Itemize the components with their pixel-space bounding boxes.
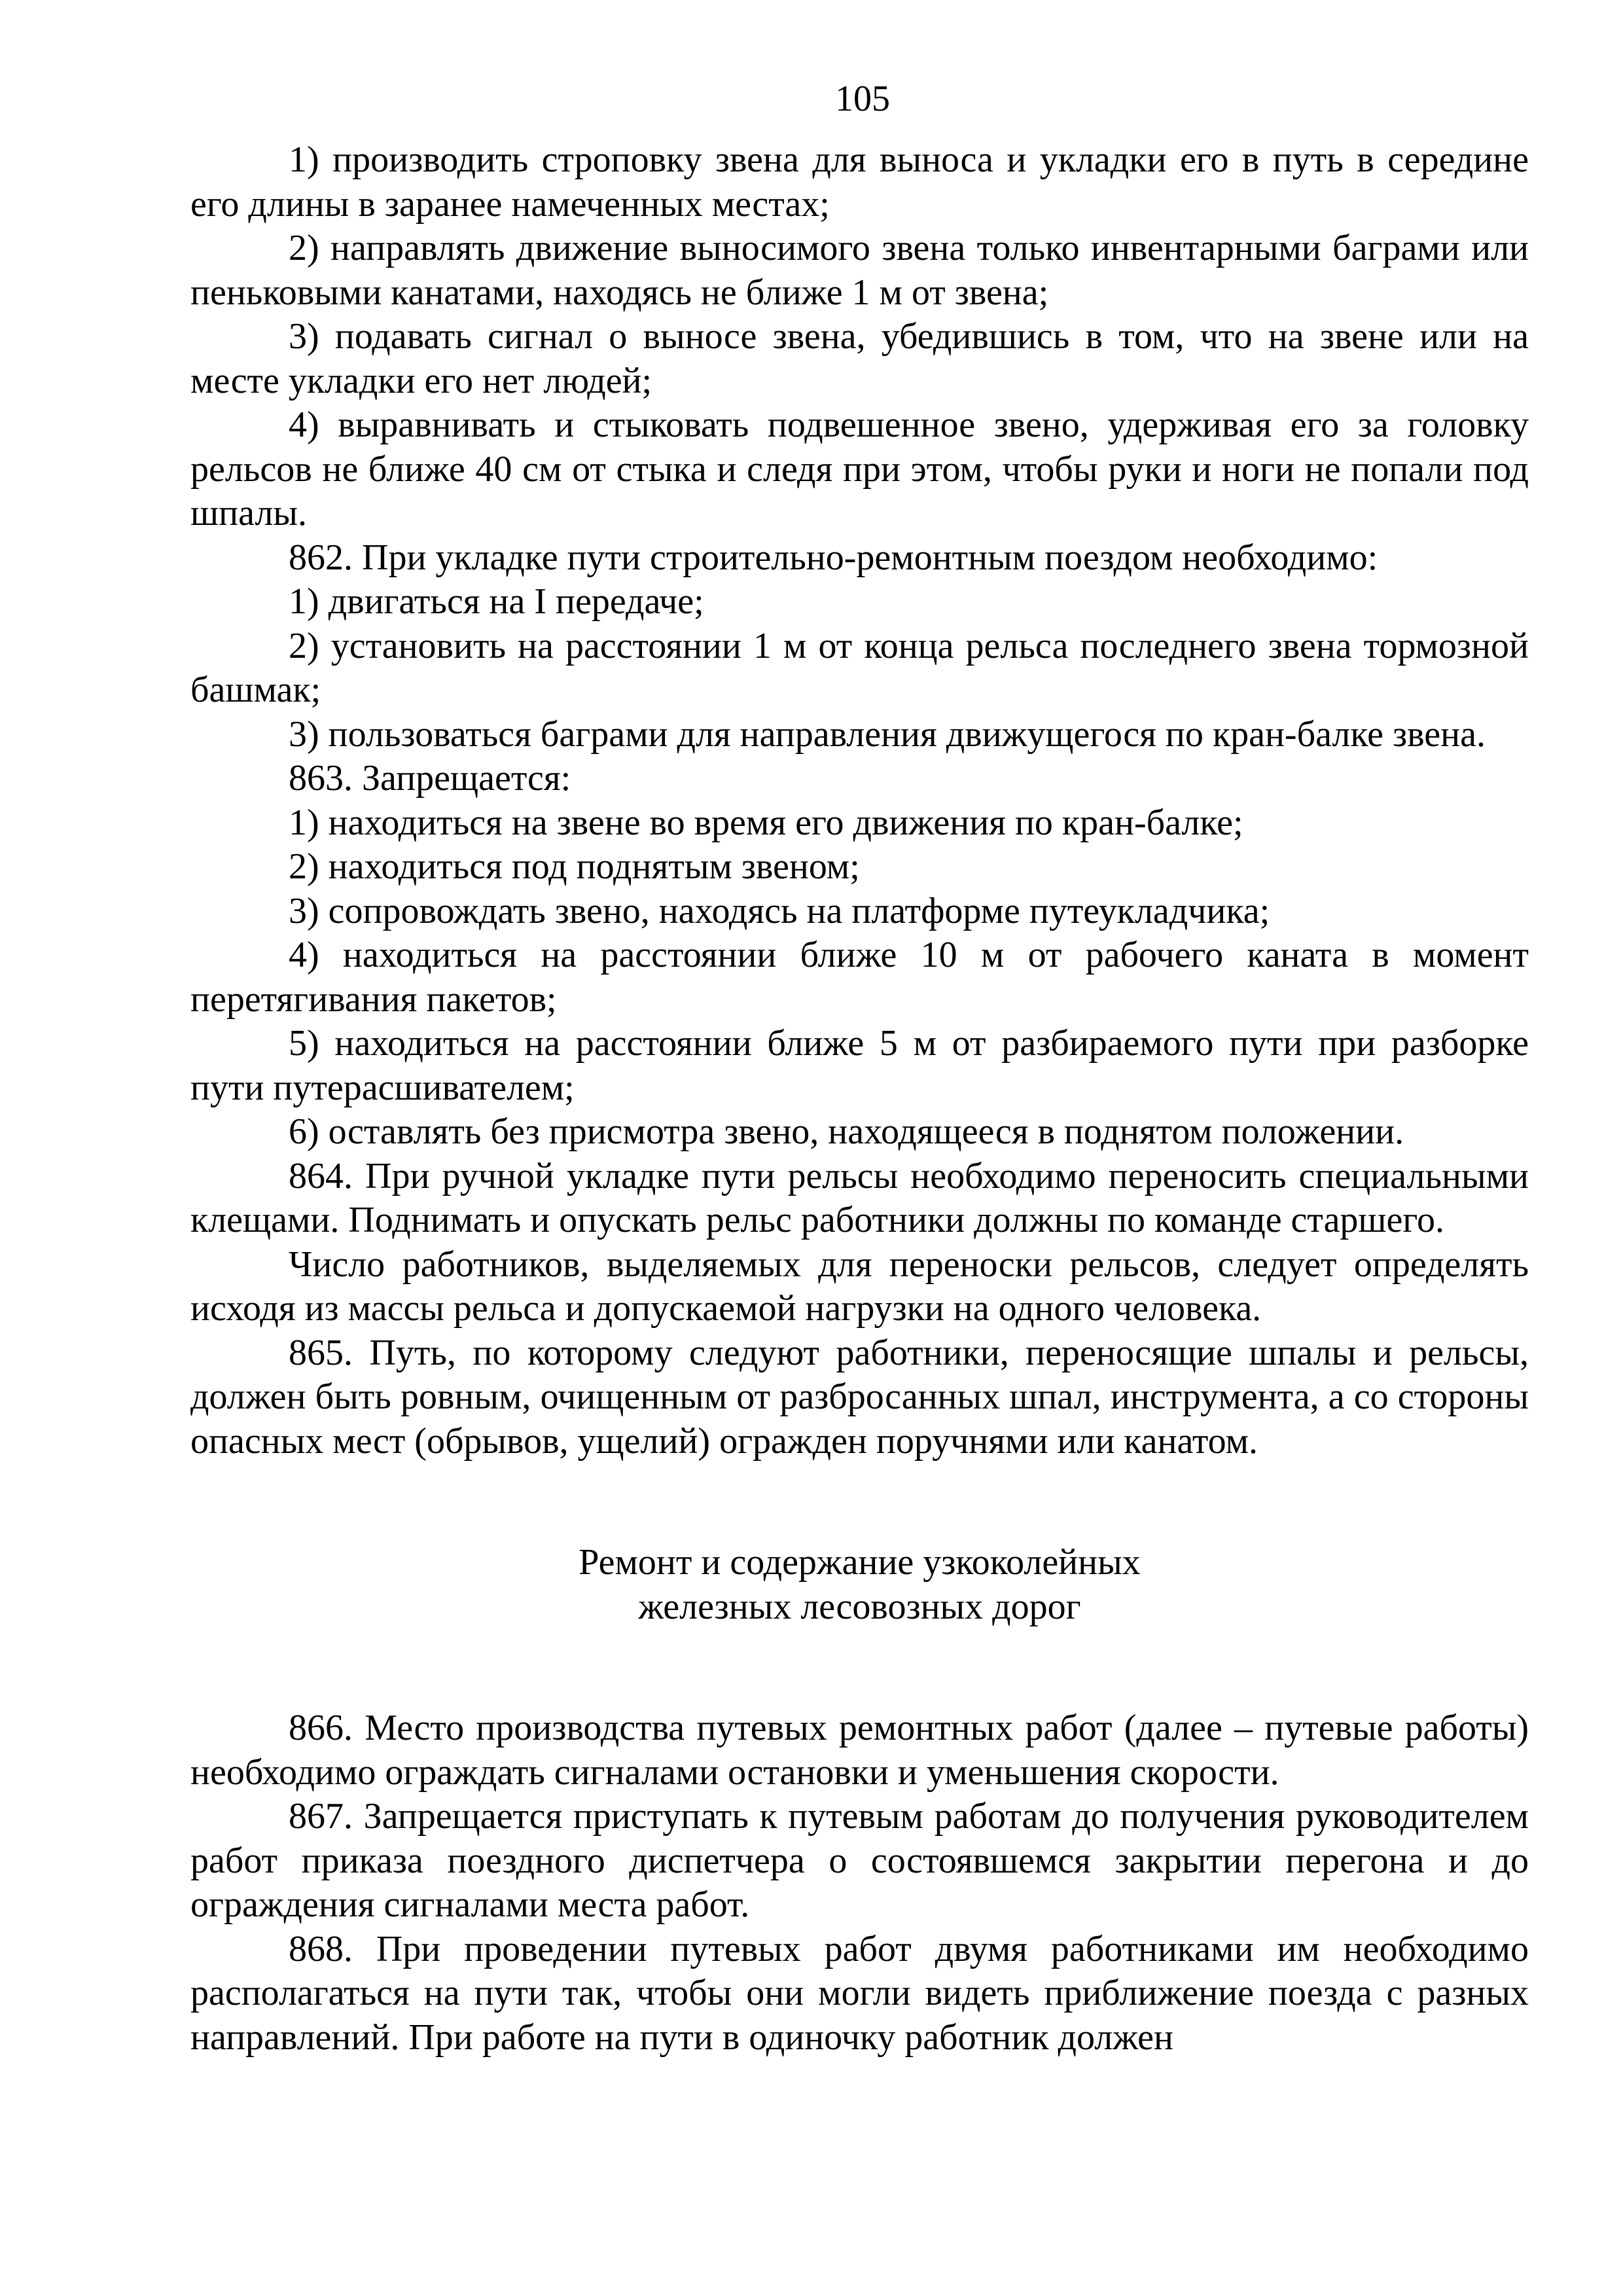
- paragraph: 6) оставлять без присмотра звено, находящееся в поднятом положении.: [289, 1111, 1404, 1152]
- document-body: [190, 138, 1529, 2060]
- paragraph: 5) находиться на расстоянии ближе 5 м от разбираемого пути при разборке пути путерасшивателем;: [190, 1023, 1529, 1108]
- paragraph: 3) пользоваться баграми для направления движущегося по кран-балке звена.: [289, 713, 1486, 755]
- section-heading: [190, 1541, 1529, 1629]
- paragraph: 865. Путь, по которому следуют работники, переносящие шпалы и рельсы, должен быть ровным, очищенным от разбросанных шпал, инструмента, а со стороны опасных мест (обрывов, ущелий) огражден поручнями или канатом.: [190, 1332, 1529, 1462]
- paragraph: 862. При укладке пути строительно-ремонтным поездом необходимо:: [289, 537, 1378, 578]
- section-heading-line: Ремонт и содержание узкоколейных: [579, 1542, 1141, 1583]
- paragraph: 1) производить строповку звена для выноса и укладки его в путь в середине его длины в заранее намеченных местах;: [190, 139, 1529, 224]
- paragraph: 867. Запрещается приступать к путевым работам до получения руководителем работ приказа поездного диспетчера о состоявшемся закрытии перегона и до ограждения сигналами места работ.: [190, 1796, 1529, 1925]
- section-heading-line: железных лесовозных дорог: [638, 1586, 1081, 1627]
- paragraph: 1) двигаться на I передаче;: [289, 581, 704, 622]
- paragraph: 864. При ручной укладке пути рельсы необходимо переносить специальными клещами. Поднимать и опускать рельс работники должны по команде старшего.: [190, 1155, 1529, 1240]
- page-number: 105: [835, 79, 890, 119]
- paragraph: 863. Запрещается:: [289, 758, 571, 798]
- paragraph: 2) установить на расстоянии 1 м от конца рельса последнего звена тормозной башмак;: [190, 625, 1529, 710]
- paragraph: 1) находиться на звене во время его движения по кран-балке;: [289, 802, 1243, 843]
- paragraph: 3) сопровождать звено, находясь на платформе путеукладчика;: [289, 890, 1270, 931]
- paragraph: 4) выравнивать и стыковать подвешенное звено, удерживая его за головку рельсов не ближе 40 см от стыка и следя при этом, чтобы руки и ноги не попали под шпалы.: [190, 404, 1529, 533]
- paragraph: 2) находиться под поднятым звеном;: [289, 846, 860, 887]
- paragraph: Число работников, выделяемых для переноски рельсов, следует определять исходя из массы рельса и допускаемой нагрузки на одного человека.: [190, 1244, 1529, 1329]
- paragraph: 2) направлять движение выносимого звена только инвентарными баграми или пеньковыми канатами, находясь не ближе 1 м от звена;: [190, 228, 1529, 313]
- paragraph: 4) находиться на расстоянии ближе 10 м от рабочего каната в момент перетягивания пакетов;: [190, 935, 1529, 1020]
- paragraph: 3) подавать сигнал о выносе звена, убедившись в том, что на звене или на месте укладки его нет людей;: [190, 316, 1529, 401]
- paragraph: 868. При проведении путевых работ двумя работниками им необходимо располагаться на пути так, чтобы они могли видеть приближение поезда с разных направлений. При работе на пути в одиночку работник должен: [190, 1928, 1529, 2058]
- paragraph: 866. Место производства путевых ремонтных работ (далее – путевые работы) необходимо ограждать сигналами остановки и уменьшения скорости.: [190, 1708, 1529, 1793]
